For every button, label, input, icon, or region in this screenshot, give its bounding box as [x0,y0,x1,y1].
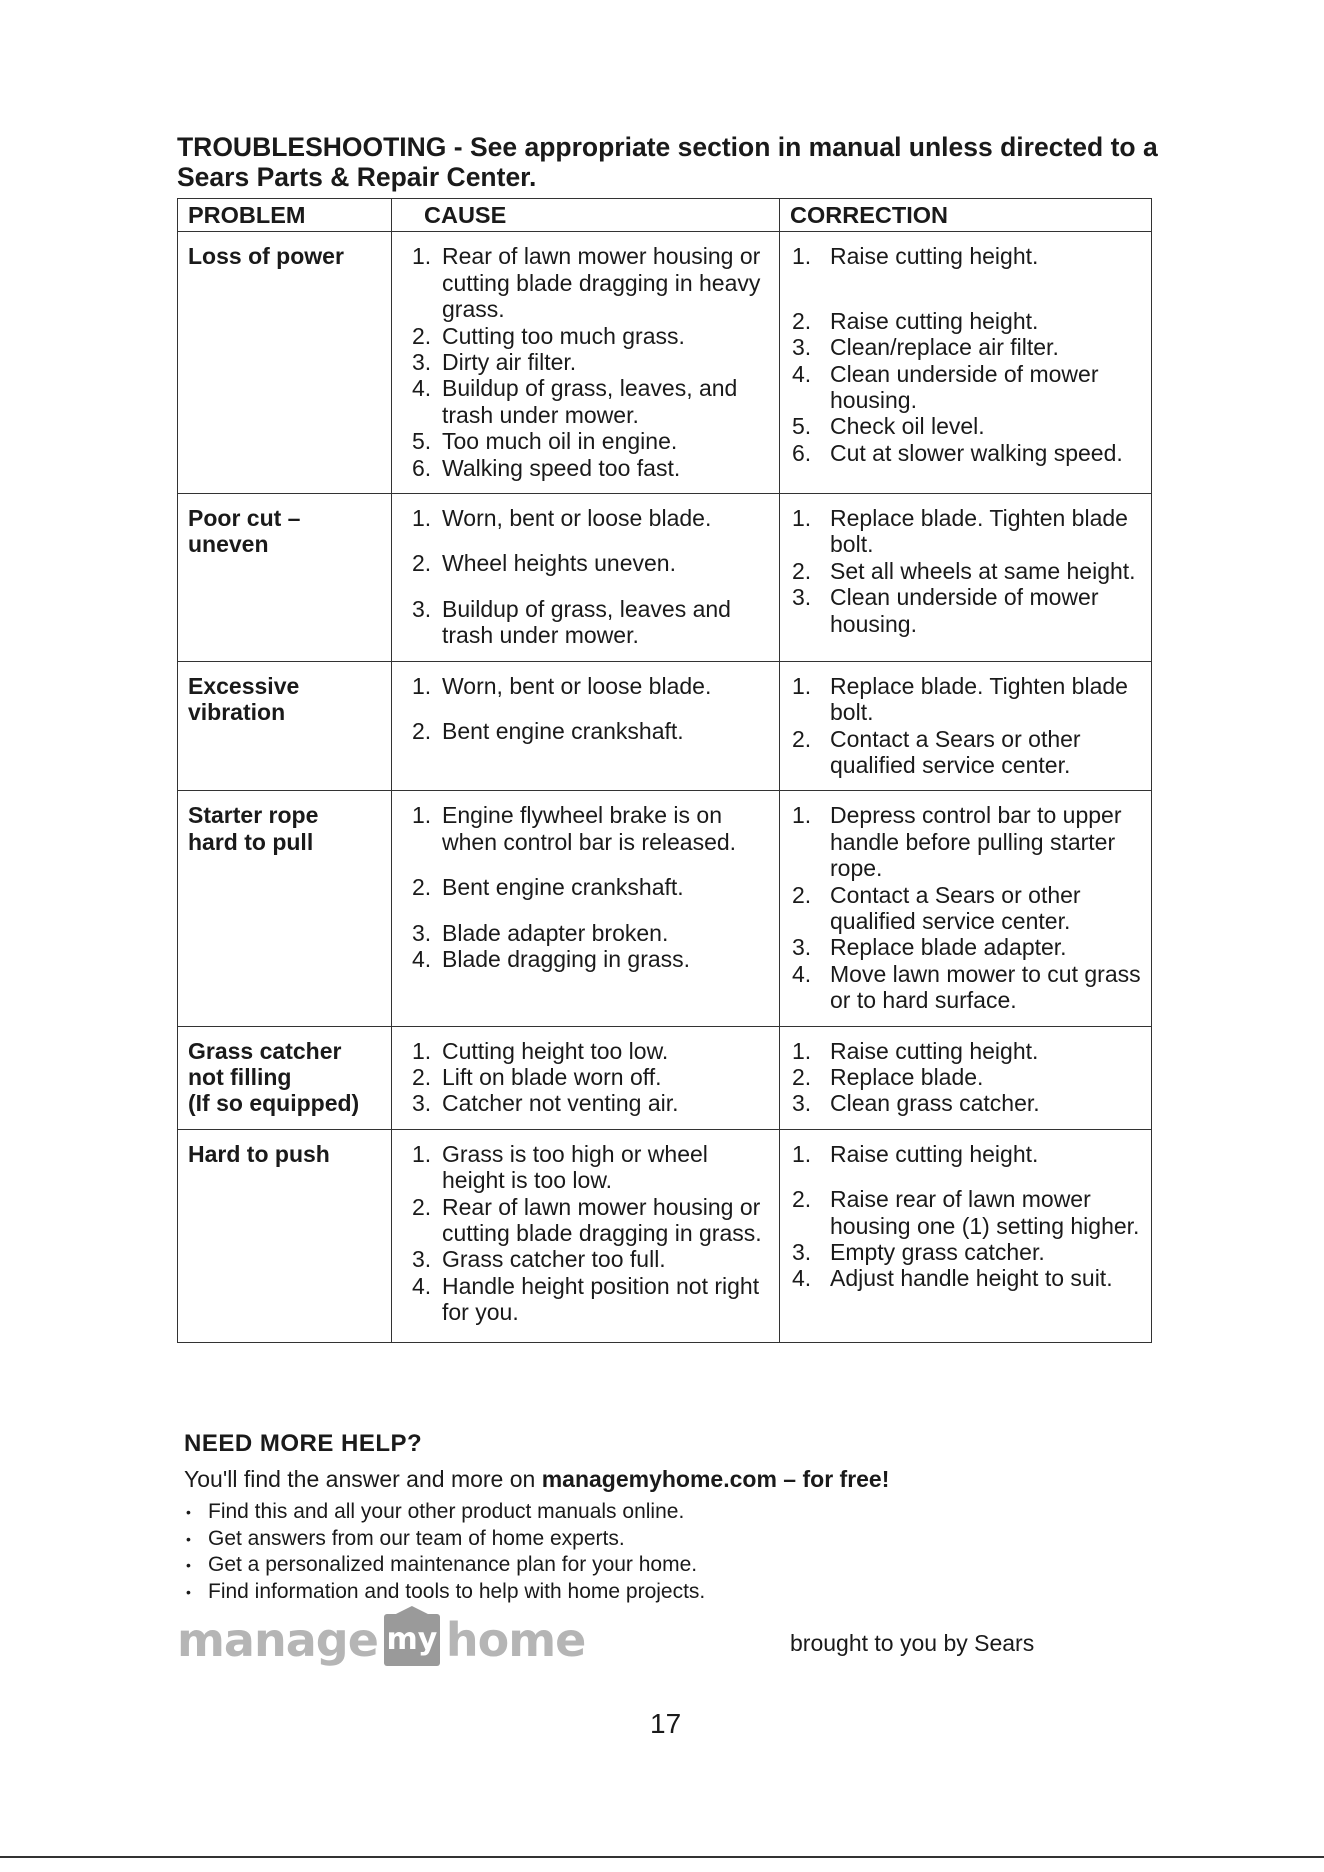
problem-cell [178,1129,392,1342]
item-number: 5. [412,428,432,455]
list-item [790,413,1145,439]
list-item [402,596,773,649]
problem-text: not filling [188,1063,292,1090]
item-number: 6. [412,454,432,481]
column-header-correction: CORRECTION [780,199,1152,232]
cause-list [402,243,773,481]
help-website-link[interactable]: managemyhome.com – for free! [541,1466,890,1492]
item-text: Rear of lawn mower housing or cutting blade dragging in heavy grass. [442,243,761,323]
item-text: Buildup of grass, leaves and trash under mower. [442,595,731,649]
item-number: 2. [792,1186,812,1213]
problem-cell [178,661,392,791]
cause-list [402,1038,773,1117]
item-number: 1. [792,1140,812,1167]
list-item [790,1064,1145,1090]
list-item [402,673,773,699]
list-item-text: Get answers from our team of home experts. [208,1526,625,1550]
bullet-icon: • [186,1557,191,1573]
cause-cell [392,494,780,662]
help-bullet-list [184,1499,1144,1605]
item-text: Grass is too high or wheel height is too low. [442,1140,708,1194]
item-text: Blade adapter broken. [442,919,669,946]
item-text: Adjust handle height to suit. [830,1265,1113,1292]
item-number: 3. [412,1246,432,1273]
list-item [790,334,1145,360]
item-number: 1. [412,243,432,270]
list-item [402,920,773,946]
item-number: 2. [792,557,812,584]
item-text: Depress control bar to upper handle before pulling starter rope. [830,802,1122,882]
cause-cell [392,1129,780,1342]
item-text: Clean underside of mower housing. [830,360,1099,414]
page-number: 17 [650,1708,682,1739]
correction-cell [780,661,1152,791]
list-item [402,802,773,855]
problem-cell [178,791,392,1026]
problem-text: hard to pull [188,828,314,855]
item-text: Clean grass catcher. [830,1090,1040,1117]
cause-cell [392,1026,780,1129]
logo-house-icon: my [384,1614,440,1666]
item-text: Handle height position not right for you. [442,1272,760,1326]
item-text: Contact a Sears or other qualified service center. [830,881,1081,934]
item-number: 4. [792,360,812,387]
cause-cell [392,791,780,1026]
item-text: Raise cutting height. [830,1140,1039,1167]
table-row [178,1129,1152,1342]
item-text: Cut at slower walking speed. [830,439,1123,466]
list-item [402,1273,773,1326]
table-header-row [178,199,1152,232]
item-text: Raise rear of lawn mower housing one (1) setting higher. [830,1186,1140,1239]
item-text: Worn, bent or loose blade. [442,672,712,699]
item-number: 2. [792,1063,812,1090]
item-text: Worn, bent or loose blade. [442,505,712,532]
table-row [178,1026,1152,1129]
correction-cell [780,1026,1152,1129]
table-row [178,232,1152,494]
item-number: 5. [792,413,812,440]
list-item [402,349,773,375]
list-item [790,934,1145,960]
list-item [790,882,1145,935]
correction-list [790,673,1145,779]
list-item [184,1526,1144,1553]
cause-list [402,1141,773,1326]
list-item [402,455,773,481]
item-text: Blade dragging in grass. [442,945,691,972]
item-text: Clean/replace air filter. [830,334,1059,361]
item-number: 2. [412,550,432,577]
item-text: Lift on blade worn off. [442,1063,662,1090]
list-item [402,946,773,972]
item-number: 3. [792,934,812,961]
item-number: 2. [792,881,812,908]
cause-cell [392,661,780,791]
correction-list [790,505,1145,637]
item-text: Cutting height too low. [442,1037,669,1064]
list-item [790,243,1145,269]
list-item [184,1499,1144,1526]
page-title: TROUBLESHOOTING - See appropriate section in manual unless directed to a Sears Parts & Repair Center. [177,132,1158,192]
problem-text: Poor cut – [188,505,301,532]
list-item [402,1194,773,1247]
problem-text: Excessive [188,672,300,699]
list-item [790,1239,1145,1265]
correction-list [790,1038,1145,1117]
item-number: 3. [792,584,812,611]
item-number: 3. [792,334,812,361]
item-number: 1. [792,802,812,829]
list-item [402,428,773,454]
item-text: Bent engine crankshaft. [442,718,684,745]
item-number: 4. [792,960,812,987]
item-number: 1. [792,243,812,270]
item-number: 2. [412,322,432,349]
list-item-text: Find information and tools to help with home projects. [208,1579,706,1603]
item-text: Too much oil in engine. [442,428,678,455]
help-intro [184,1466,1144,1493]
item-number: 1. [412,1140,432,1167]
logo-text-right: home [445,1613,586,1667]
list-item [402,1246,773,1272]
item-text: Set all wheels at same height. [830,557,1136,584]
problem-text: Loss of power [188,243,344,270]
item-number: 3. [412,595,432,622]
item-text: Move lawn mower to cut grass or to hard surface. [830,960,1141,1014]
item-number: 4. [412,1272,432,1299]
list-item [184,1579,1144,1606]
item-number: 3. [792,1090,812,1117]
item-text: Dirty air filter. [442,349,577,376]
item-number: 1. [792,672,812,699]
list-item [402,1038,773,1064]
item-number: 2. [412,1193,432,1220]
help-title: NEED MORE HELP? [184,1430,423,1457]
item-number: 2. [792,725,812,752]
correction-cell [780,791,1152,1026]
item-text: Walking speed too fast. [442,454,681,481]
item-number: 1. [412,672,432,699]
table-row [178,661,1152,791]
list-item [790,1090,1145,1116]
problem-cell [178,1026,392,1129]
list-item-text: Find this and all your other product manuals online. [208,1500,685,1523]
brought-by-text: brought to you by Sears [790,1630,1035,1656]
list-item [402,375,773,428]
item-text: Replace blade. Tighten blade bolt. [830,672,1128,726]
item-number: 1. [792,505,812,532]
problem-text: Hard to push [188,1140,330,1167]
problem-text: (If so equipped) [188,1090,360,1117]
list-item [402,1141,773,1194]
list-item [790,1186,1145,1239]
item-text: Wheel heights uneven. [442,550,676,577]
correction-list [790,802,1145,1013]
list-item [790,505,1145,558]
item-number: 3. [792,1239,812,1265]
item-number: 4. [792,1265,812,1292]
list-item [790,1265,1145,1291]
item-number: 2. [412,718,432,745]
item-number: 4. [412,375,432,402]
item-number: 1. [412,1037,432,1064]
item-text: Replace blade adapter. [830,934,1067,961]
list-item [790,361,1145,414]
list-item [790,440,1145,466]
page-bottom-rule [0,1856,1324,1858]
item-text: Cutting too much grass. [442,322,685,349]
item-number: 2. [412,1063,432,1090]
list-item [790,584,1145,637]
correction-cell [780,232,1152,494]
item-number: 2. [412,874,432,901]
item-text: Rear of lawn mower housing or cutting blade dragging in grass. [442,1193,762,1246]
problem-text: vibration [188,699,286,726]
list-item [402,550,773,576]
list-item [790,1038,1145,1064]
list-item [402,1064,773,1090]
logo-text-left: manage [177,1613,378,1667]
correction-list [790,1141,1145,1292]
item-text: Raise cutting height. [830,307,1039,334]
item-text: Empty grass catcher. [830,1239,1045,1265]
item-number: 1. [792,1037,812,1064]
list-item [790,1141,1145,1167]
problem-text: uneven [188,531,269,558]
table-row [178,791,1152,1026]
list-item [402,243,773,322]
item-text: Bent engine crankshaft. [442,874,684,901]
item-number: 3. [412,1090,432,1117]
list-item [790,726,1145,779]
item-text: Buildup of grass, leaves, and trash under mower. [442,375,738,428]
item-number: 3. [412,349,432,376]
list-item [402,1090,773,1116]
list-item [184,1552,1144,1579]
item-text: Raise cutting height. [830,1037,1039,1064]
bullet-icon: • [186,1583,191,1600]
list-item [790,961,1145,1014]
problem-cell [178,232,392,494]
list-item-text: Get a personalized maintenance plan for your home. [208,1553,698,1576]
list-item [790,308,1145,334]
item-number: 3. [412,919,432,946]
troubleshooting-table [177,198,1152,1343]
item-text: Contact a Sears or other qualified service center. [830,725,1081,778]
item-text: Engine flywheel brake is on when control bar is released. [442,802,737,855]
column-header-cause: CAUSE [392,199,780,232]
item-text: Replace blade. [830,1063,984,1090]
cause-list [402,802,773,972]
item-text: Grass catcher too full. [442,1246,666,1273]
help-section [184,1430,1144,1605]
list-item [402,874,773,900]
correction-list [790,243,1145,466]
bullet-icon: • [186,1530,191,1547]
list-item [790,802,1145,881]
problem-text: Grass catcher [188,1037,342,1064]
item-number: 4. [412,945,432,972]
cause-list [402,673,773,745]
item-number: 1. [412,505,432,532]
managemyhome-logo [177,1610,585,1670]
item-text: Clean underside of mower housing. [830,584,1099,637]
problem-text: Starter rope [188,802,319,829]
list-item [402,718,773,744]
list-item [402,505,773,531]
item-text: Raise cutting height. [830,243,1039,270]
cause-list [402,505,773,649]
list-item [790,673,1145,726]
item-number: 2. [792,307,812,334]
item-text: Replace blade. Tighten blade bolt. [830,505,1128,558]
cause-cell [392,232,780,494]
correction-cell [780,494,1152,662]
table-row [178,494,1152,662]
item-number: 1. [412,802,432,829]
item-number: 6. [792,439,812,466]
column-header-problem: PROBLEM [178,199,392,232]
help-intro-text: You'll find the answer and more on [184,1466,542,1492]
problem-cell [178,494,392,662]
list-item [402,323,773,349]
item-text: Check oil level. [830,413,985,440]
item-text: Catcher not venting air. [442,1090,679,1117]
correction-cell [780,1129,1152,1342]
list-item [790,558,1145,584]
bullet-icon: • [186,1504,191,1520]
